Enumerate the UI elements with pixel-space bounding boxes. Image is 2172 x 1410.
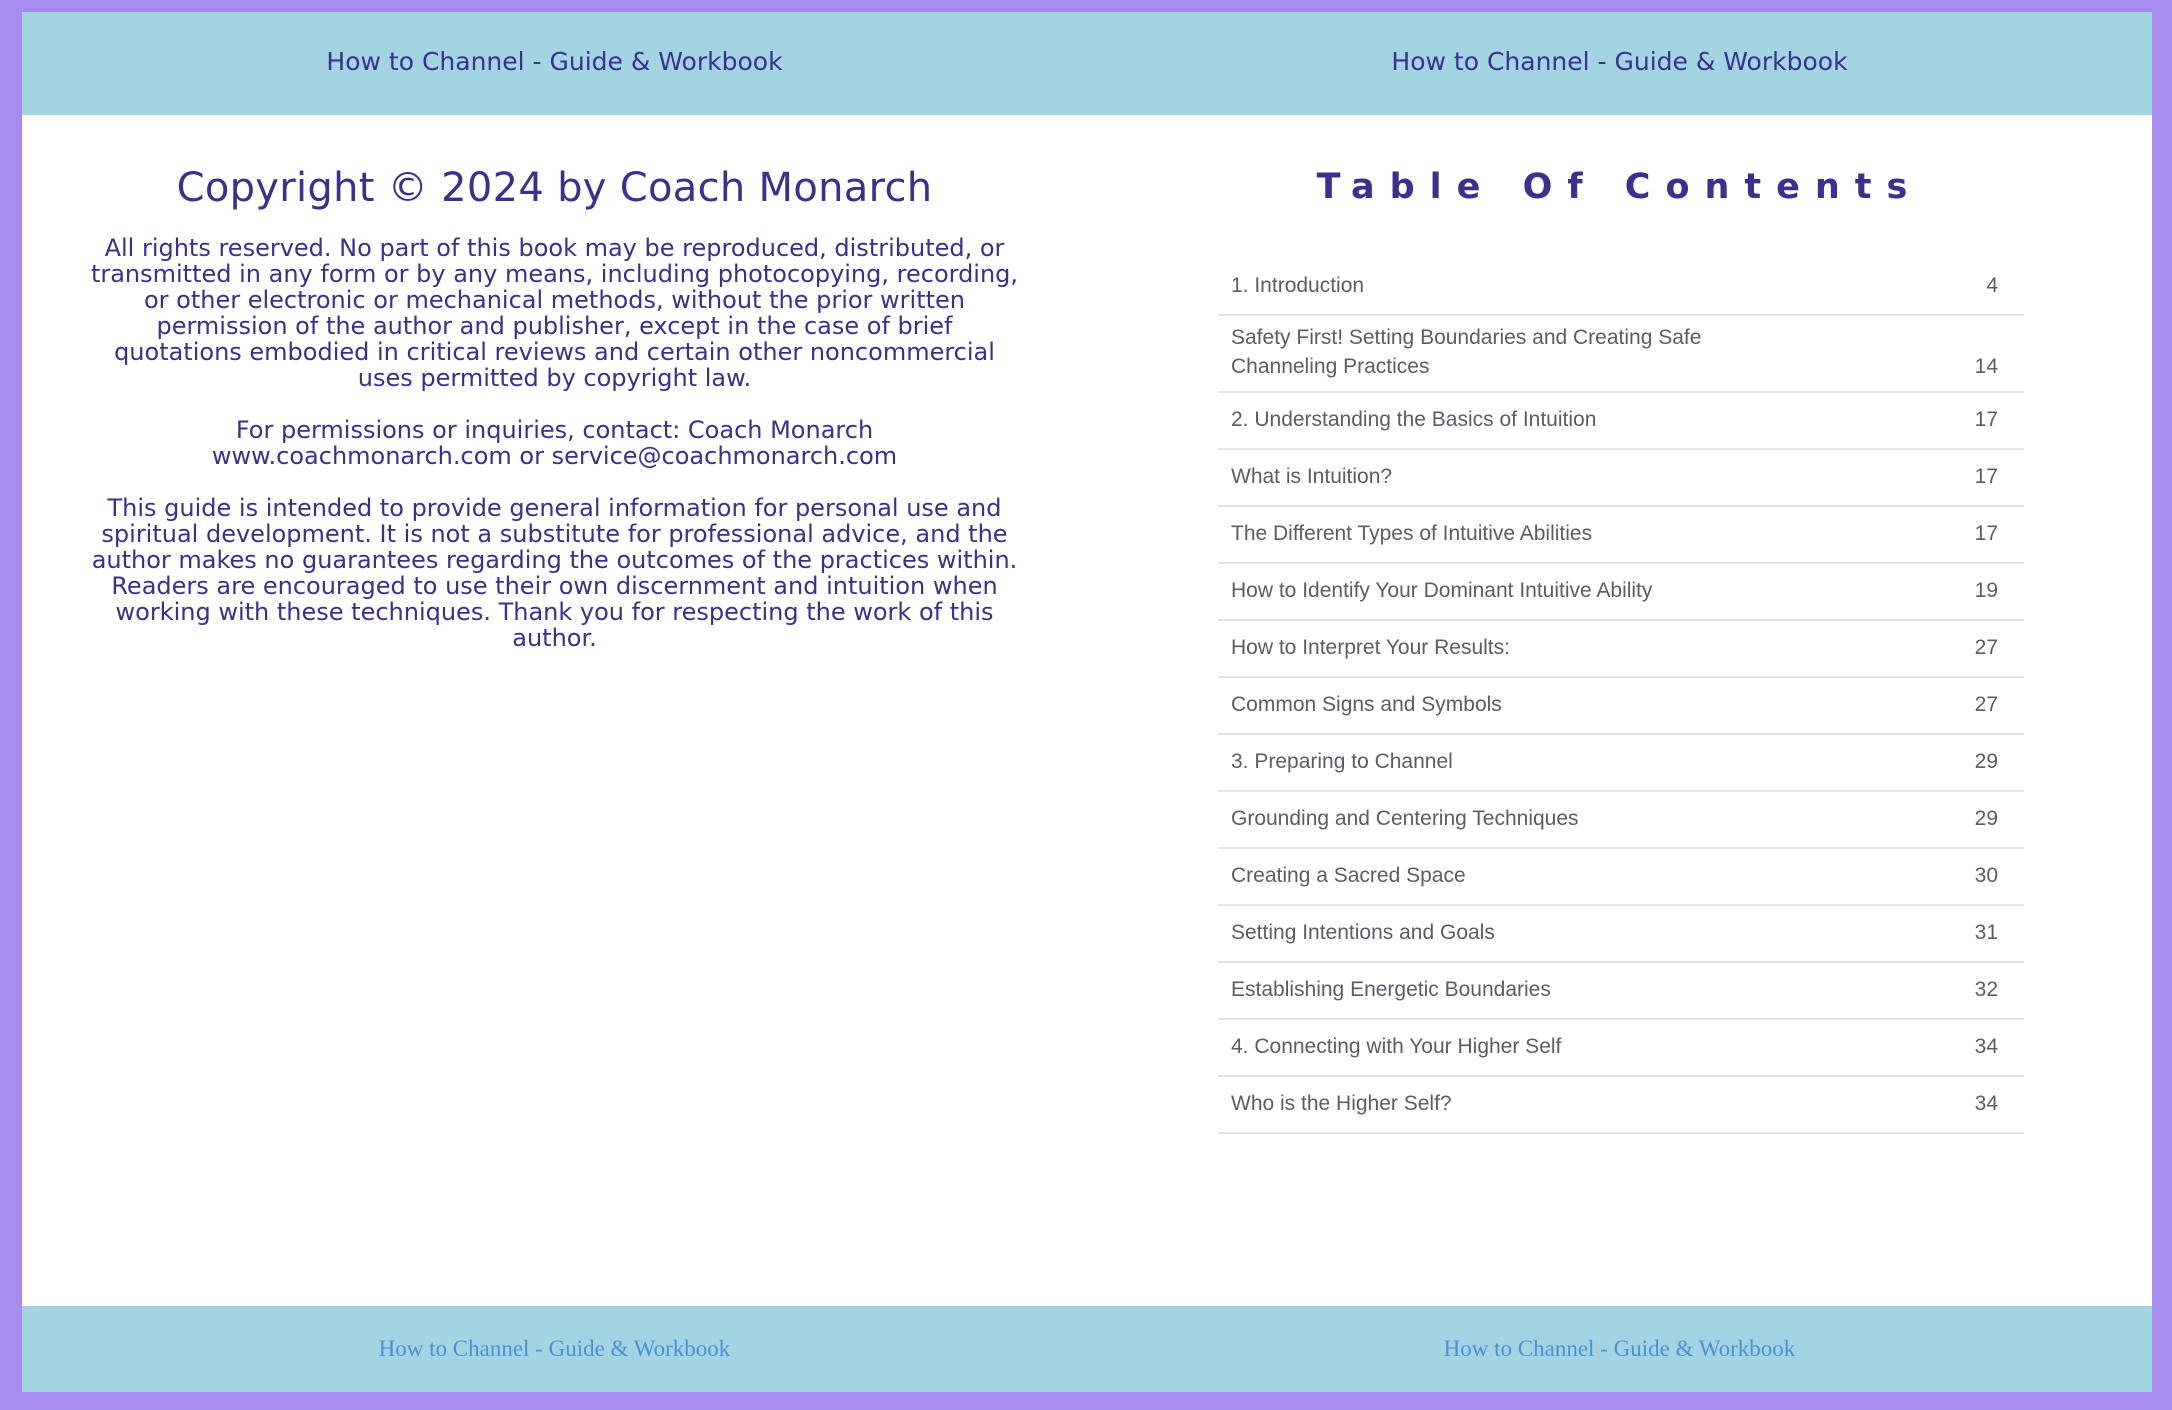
left-page-header-title: How to Channel - Guide & Workbook	[326, 47, 783, 76]
toc-entry-page: 17	[1974, 464, 1998, 488]
left-page-footer-title: How to Channel - Guide & Workbook	[378, 1336, 731, 1361]
toc-entry[interactable]	[1218, 507, 2024, 564]
footer-band	[22, 1306, 2152, 1392]
toc-entry-page: 32	[1974, 977, 1998, 1001]
toc-entry-label: Grounding and Centering Techniques	[1231, 806, 1579, 830]
copyright-page	[22, 115, 1087, 677]
toc-entry-page: 19	[1974, 578, 1998, 602]
toc-entry-page: 27	[1974, 692, 1998, 716]
toc-entry[interactable]	[1218, 849, 2024, 906]
toc-title: Table Of Contents	[1316, 167, 1923, 207]
toc-entry-page: 17	[1974, 521, 1998, 545]
toc-entry-label: Establishing Energetic Boundaries	[1231, 977, 1551, 1001]
disclaimer-paragraph: This guide is intended to provide general information for personal use and spiritual development. It is not a substitute for professional advice, and the author makes no guarantees regarding the outcomes of the practices within. Readers are encouraged to use their own discernment and intuition when working with these techniques. Thank you for respecting the work of this author.	[91, 494, 1018, 652]
toc-entry-label: 1. Introduction	[1231, 273, 1365, 297]
toc-entry-page: 14	[1974, 355, 1998, 378]
toc-entry-label: 3. Preparing to Channel	[1231, 749, 1453, 773]
right-page-footer-title: How to Channel - Guide & Workbook	[1443, 1336, 1796, 1361]
toc-entry[interactable]	[1218, 678, 2024, 735]
contact-line: For permissions or inquiries, contact: Coach Monarch	[235, 416, 874, 444]
toc-entry-label: What is Intuition?	[1231, 464, 1393, 488]
toc-entry[interactable]	[1218, 1020, 2024, 1077]
header-band	[22, 12, 2152, 115]
toc-entry[interactable]	[1218, 259, 2024, 316]
toc-entry-label: Who is the Higher Self?	[1231, 1091, 1452, 1115]
toc-entry-page: 4	[1986, 273, 1998, 297]
toc-entry-page: 30	[1974, 863, 1998, 887]
toc-entry[interactable]	[1218, 564, 2024, 621]
toc-entry-page: 17	[1974, 407, 1998, 431]
toc-entry[interactable]	[1218, 393, 2024, 450]
toc-entry-label: 2. Understanding the Basics of Intuition	[1231, 407, 1597, 431]
toc-entry-label: How to Identify Your Dominant Intuitive Ability	[1231, 578, 1653, 602]
toc-entry[interactable]	[1218, 963, 2024, 1020]
toc-entry-page: 29	[1974, 806, 1998, 830]
toc-list	[1218, 259, 2024, 1134]
toc-entry-label: How to Interpret Your Results:	[1231, 635, 1510, 659]
toc-entry-page: 34	[1974, 1034, 1998, 1058]
toc-entry[interactable]	[1218, 316, 2024, 393]
toc-entry[interactable]	[1218, 906, 2024, 963]
toc-entry[interactable]	[1218, 621, 2024, 678]
rights-paragraph: All rights reserved. No part of this book may be reproduced, distributed, or transmitted in any form or by any means, including photocopying, recording, or other electronic or mechanical methods, without the prior written permission of the author and publisher, except in the case of brief quotations embodied in critical reviews and certain other noncommercial uses permitted by copyright law.	[90, 234, 1019, 392]
book-spread	[22, 12, 2152, 1392]
toc-entry-label: Common Signs and Symbols	[1231, 692, 1502, 716]
toc-entry-label: Safety First! Setting Boundaries and Creating Safe Channeling Practices	[1231, 326, 1702, 378]
right-page-header-title: How to Channel - Guide & Workbook	[1391, 47, 1848, 76]
toc-entry-page: 34	[1974, 1091, 1998, 1115]
toc-entry-page: 29	[1974, 749, 1998, 773]
toc-entry-page: 31	[1974, 920, 1998, 944]
toc-entry-page: 27	[1974, 635, 1998, 659]
toc-entry[interactable]	[1218, 735, 2024, 792]
contact-paragraph	[90, 417, 1020, 469]
toc-entry-label: The Different Types of Intuitive Abilities	[1231, 521, 1593, 545]
table-of-contents-page	[1087, 115, 2152, 1115]
toc-entry-label: 4. Connecting with Your Higher Self	[1231, 1034, 1562, 1058]
toc-entry[interactable]	[1218, 1077, 2024, 1134]
toc-entry-label: Creating a Sacred Space	[1231, 863, 1466, 887]
copyright-title: Copyright © 2024 by Coach Monarch	[176, 165, 933, 211]
toc-entry[interactable]	[1218, 450, 2024, 507]
toc-entry[interactable]	[1218, 792, 2024, 849]
copyright-body	[90, 235, 1020, 651]
contact-web-email: www.coachmonarch.com or service@coachmonarch.com	[211, 442, 898, 470]
toc-entry-label: Setting Intentions and Goals	[1231, 920, 1495, 944]
